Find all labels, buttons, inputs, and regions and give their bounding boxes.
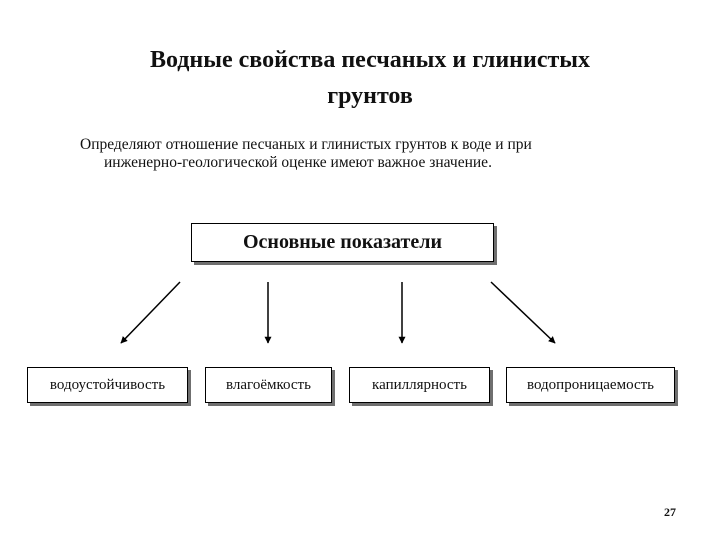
arrow-to-permeability <box>491 282 555 343</box>
leaf-node-permeability <box>506 367 675 403</box>
page-number: 27 <box>664 505 676 519</box>
intro-line-1: Определяют отношение песчаных и глинистых грунтов к воде и при <box>80 136 532 153</box>
root-node-label: Основные показатели <box>243 231 442 253</box>
leaf-label: водоустойчивость <box>49 376 166 393</box>
slide-title-line-2: грунтов <box>327 83 413 109</box>
arrow-to-water-resistance <box>121 282 180 343</box>
leaf-label: влагоёмкость <box>226 376 311 393</box>
leaf-node-moisture-capacity <box>205 367 332 403</box>
leaf-label: водопроницаемость <box>526 376 655 393</box>
leaf-label: капиллярность <box>372 376 467 393</box>
leaf-node-capillarity <box>349 367 490 403</box>
slide-title-line-1: Водные свойства песчаных и глинистых <box>149 47 591 73</box>
leaf-node-water-resistance <box>27 367 188 403</box>
intro-line-2: инженерно-геологической оценке имеют важное значение. <box>104 154 492 171</box>
